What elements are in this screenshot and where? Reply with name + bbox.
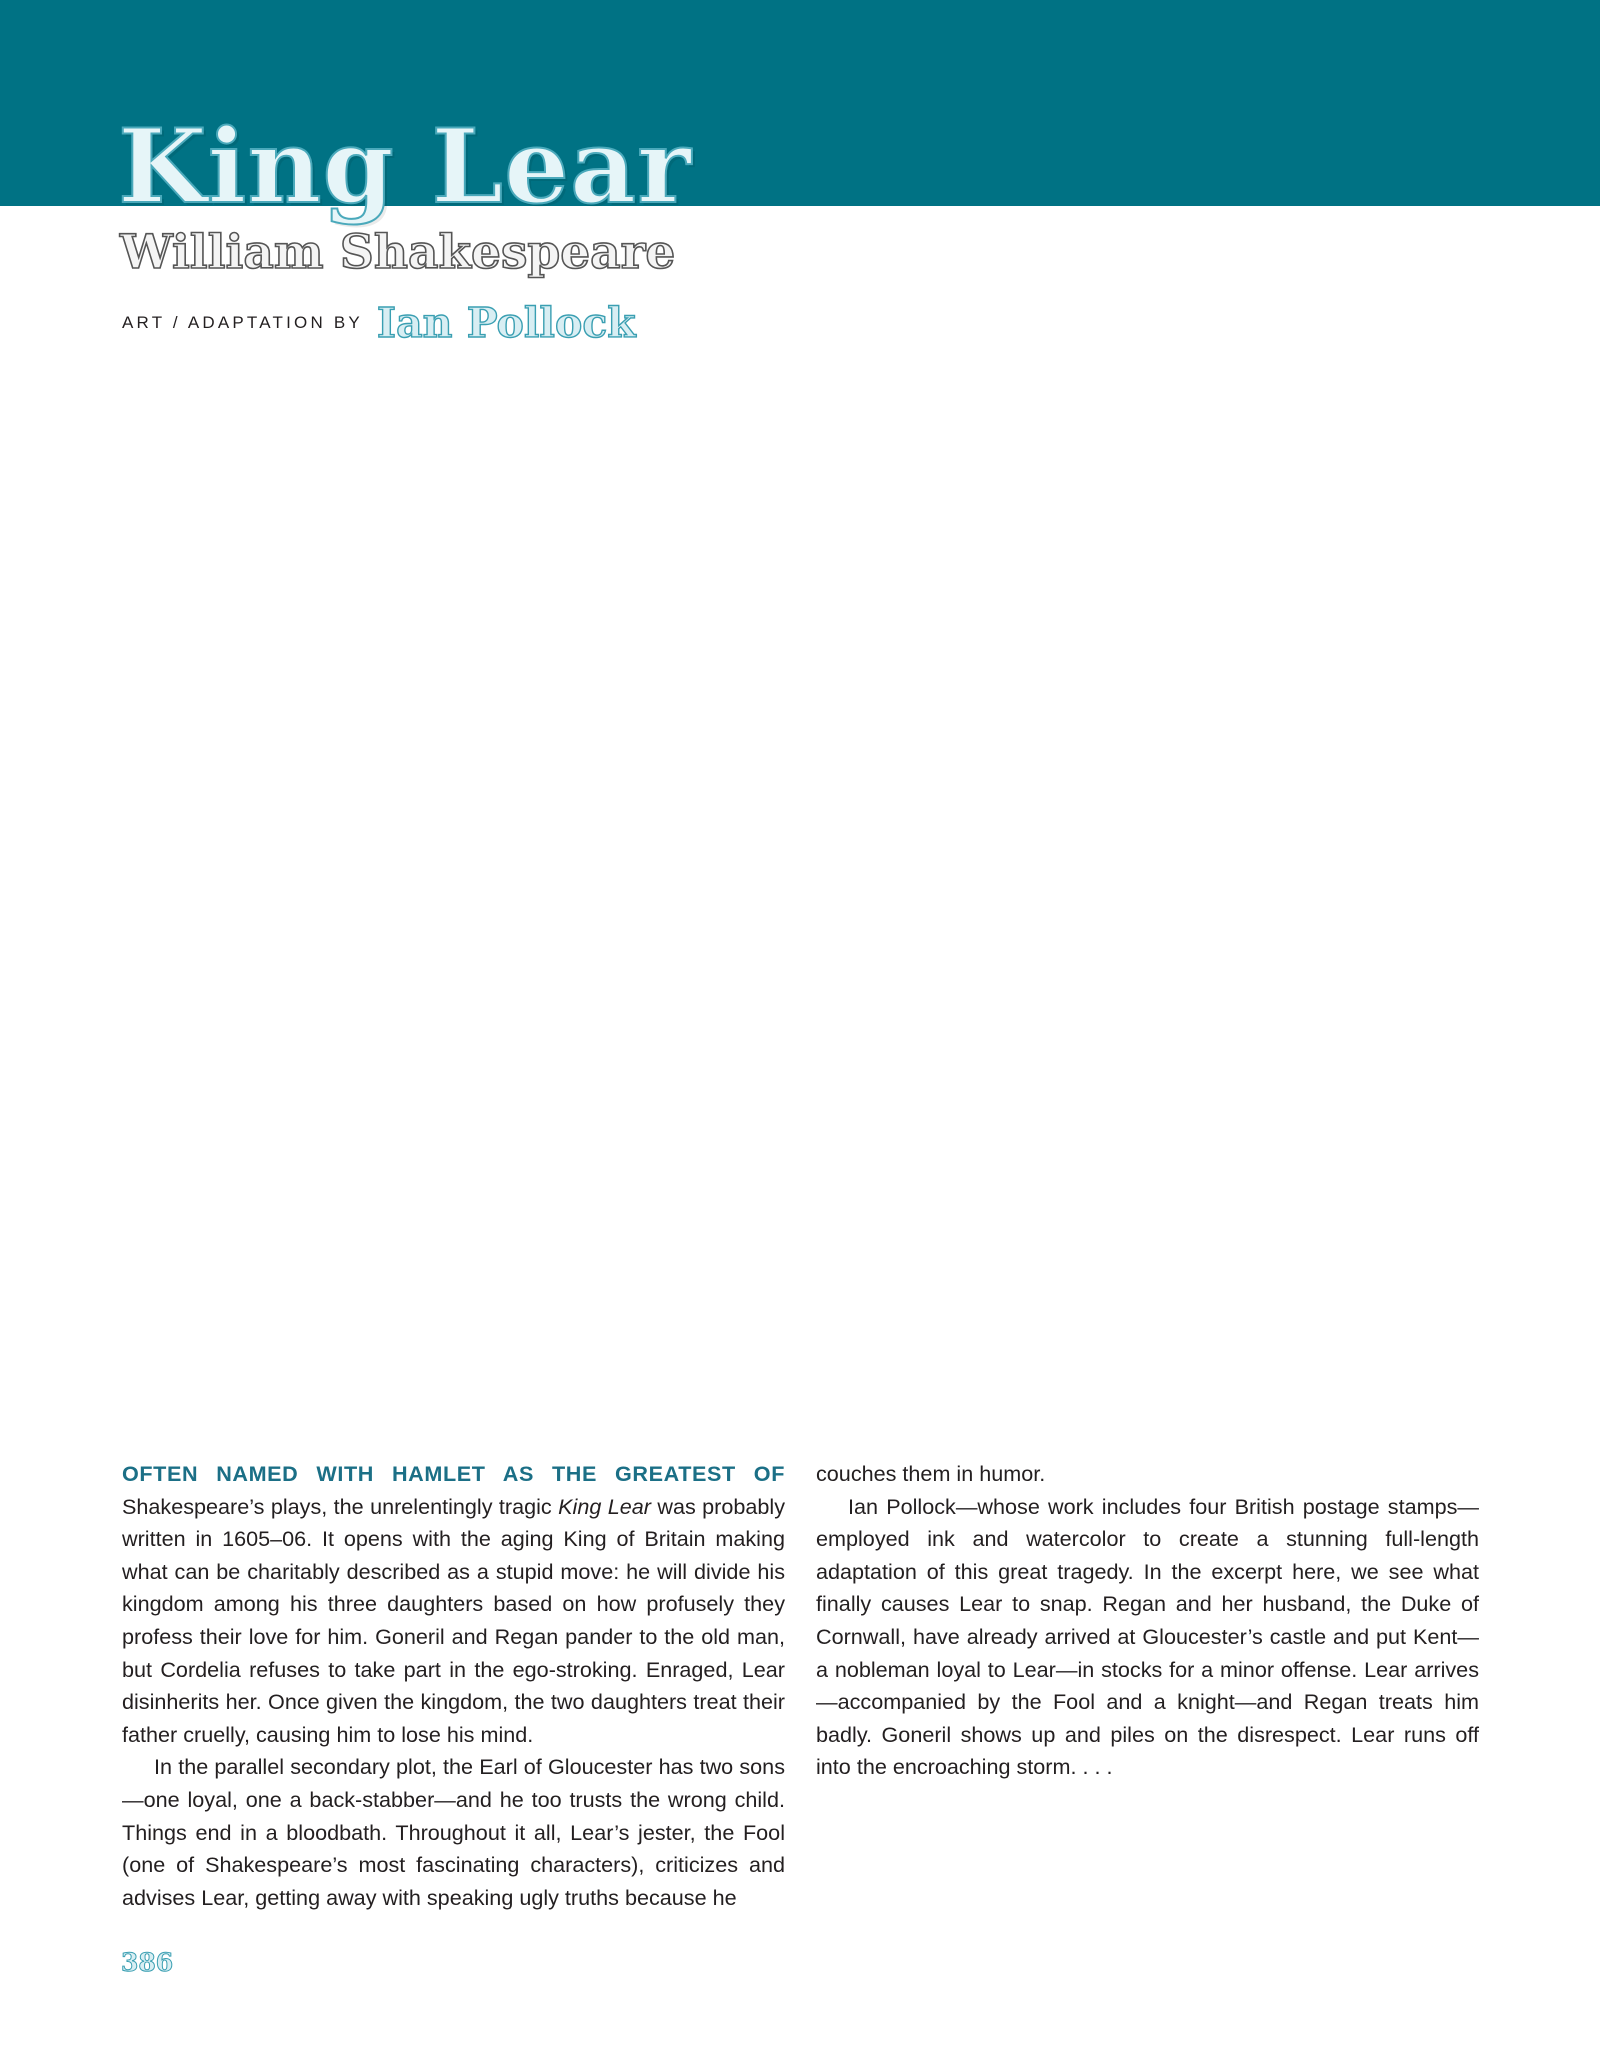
credit-name: Ian Pollock bbox=[376, 298, 636, 347]
intro-paragraph-2-continued: couches them in humor. bbox=[816, 1461, 1046, 1486]
author-name: William Shakespeare bbox=[120, 225, 676, 280]
intro-paragraph-1 bbox=[122, 1458, 785, 1751]
credit-label: ART / ADAPTATION BY bbox=[122, 313, 363, 332]
intro-column-left bbox=[122, 1458, 785, 1914]
credit-line bbox=[122, 298, 636, 348]
intro-text: Shakespeare’s plays, the unrelentingly tragic bbox=[122, 1493, 559, 1519]
page-number: 386 bbox=[121, 1948, 174, 1977]
play-title-italic: King Lear bbox=[558, 1493, 651, 1519]
intro-paragraph-3: Ian Pollock—whose work includes four British postage stamps—employed ink and watercolor to create a stunning full-length adaptation of this great tragedy. In the excerpt here, we see what finally causes Lear to snap. Regan and her husband, the Duke of Cornwall, have already arrived at Gloucester’s castle and put Kent—a nobleman loyal to Lear—in stocks for a minor offense. Lear arrives—accompanied by the Fool and a knight—and Regan treats him badly. Goneril shows up and piles on the disrespect. Lear runs off into the encroaching storm. . . . bbox=[816, 1493, 1479, 1780]
intro-column-right bbox=[816, 1458, 1479, 1784]
intro-text: was probably written in 1605–06. It opens with the aging King of Britain making what can be charitably described as a stupid move: he will divide his kingdom among his three daughters based on how profusely they profess their love for him. Goneril and Regan pander to the old man, but Cordelia refuses to take part in the ego-stroking. Enraged, Lear disinherits her. Once given the kingdom, the two daughters treat their father cruelly, causing him to lose his mind. bbox=[122, 1493, 785, 1747]
book-title: King Lear bbox=[118, 107, 692, 227]
intro-paragraph-2: In the parallel secondary plot, the Earl of Gloucester has two sons—one loyal, one a back-stabber—and he too trusts the wrong child. Things end in a bloodbath. Throughout it all, Lear’s jester, the Fool (one of Shakespeare’s most fascinating characters), criticizes and advises Lear, getting away with speaking ugly truths because he bbox=[122, 1754, 785, 1910]
lead-in: OFTEN NAMED WITH HAMLET AS THE GREATEST OF bbox=[122, 1461, 785, 1486]
